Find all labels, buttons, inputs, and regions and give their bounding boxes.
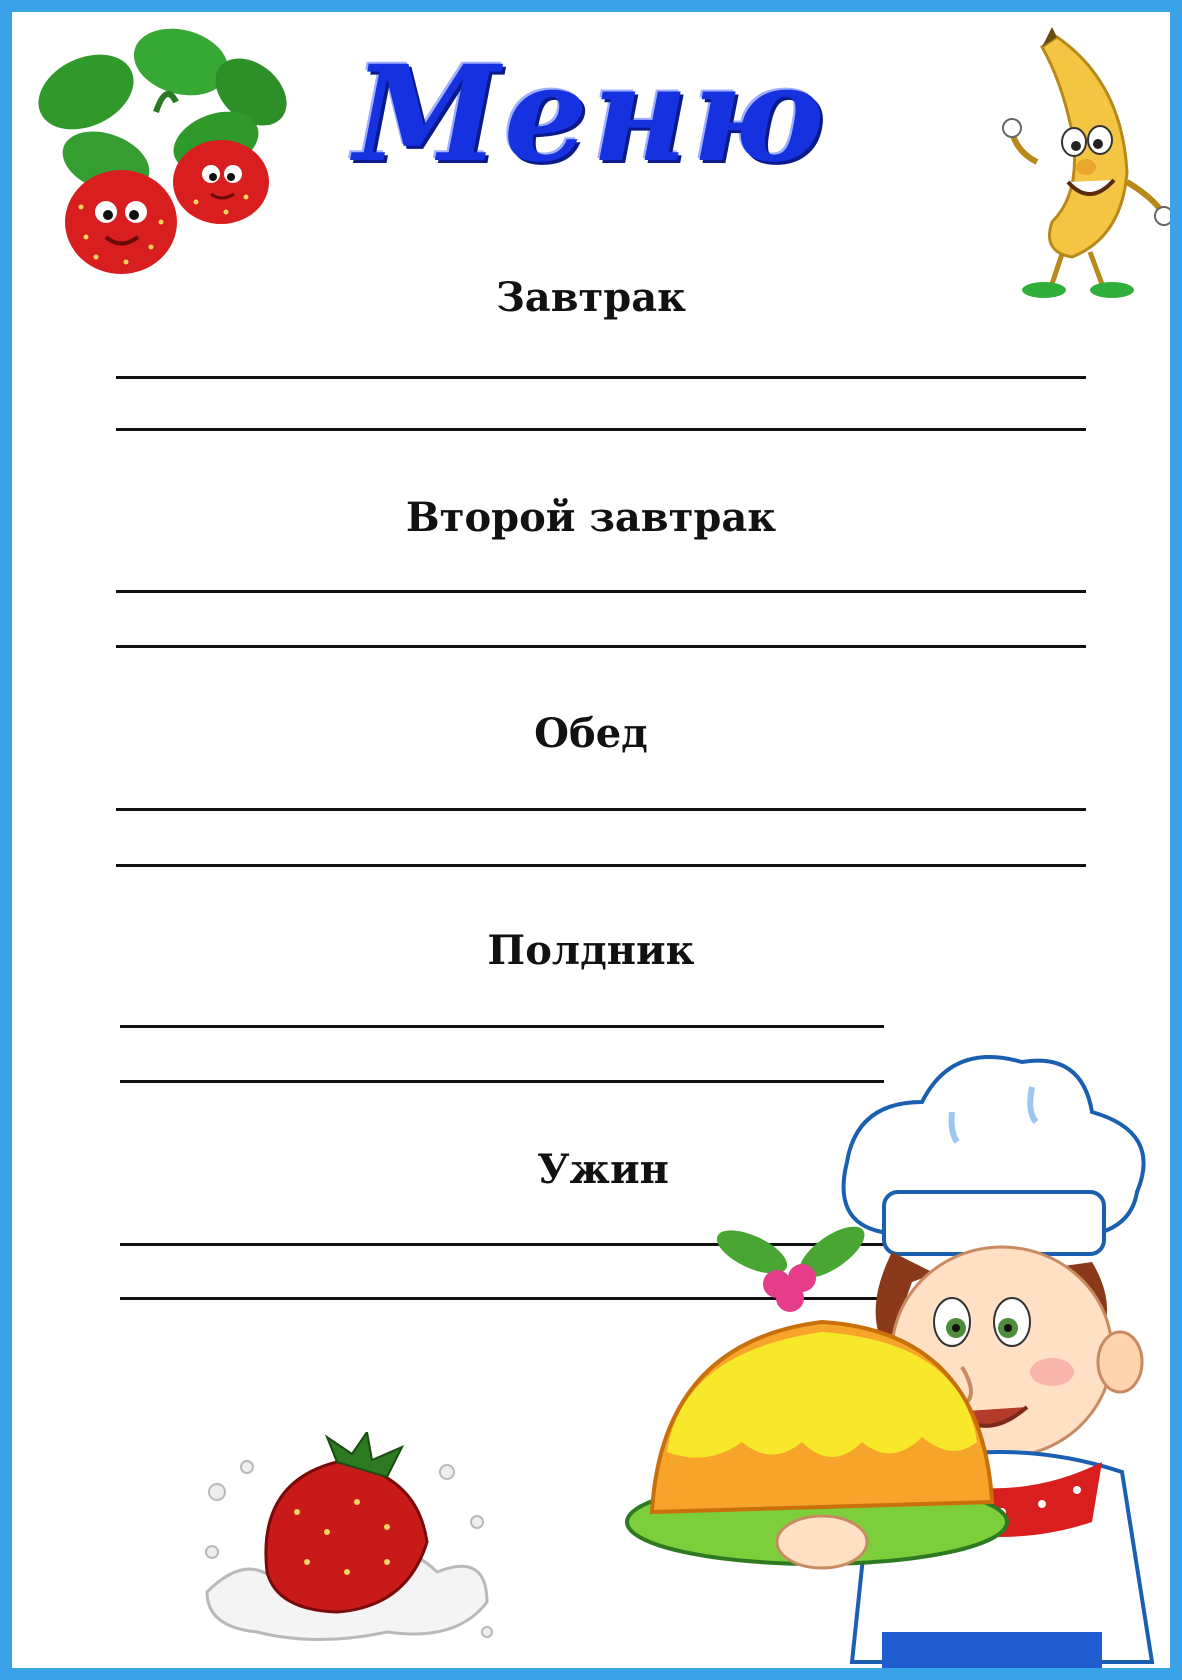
section-heading-breakfast: Завтрак bbox=[495, 274, 687, 321]
banana-character-illustration bbox=[1002, 22, 1172, 302]
page-title: Меню bbox=[353, 37, 829, 192]
writing-line bbox=[116, 428, 1086, 431]
writing-line bbox=[116, 376, 1086, 379]
section-heading-second-breakfast: Второй завтрак bbox=[405, 494, 777, 541]
strawberries-illustration bbox=[26, 22, 296, 282]
chef-boy-illustration bbox=[622, 1022, 1182, 1680]
writing-line bbox=[116, 808, 1086, 811]
writing-line bbox=[116, 590, 1086, 593]
section-heading-afternoon-snack: Полдник bbox=[487, 927, 695, 974]
strawberry-milk-splash-illustration bbox=[187, 1432, 507, 1652]
section-heading-lunch: Обед bbox=[534, 710, 648, 757]
writing-line bbox=[116, 645, 1086, 648]
writing-line bbox=[116, 864, 1086, 867]
section-heading-dinner: Ужин bbox=[537, 1146, 669, 1193]
